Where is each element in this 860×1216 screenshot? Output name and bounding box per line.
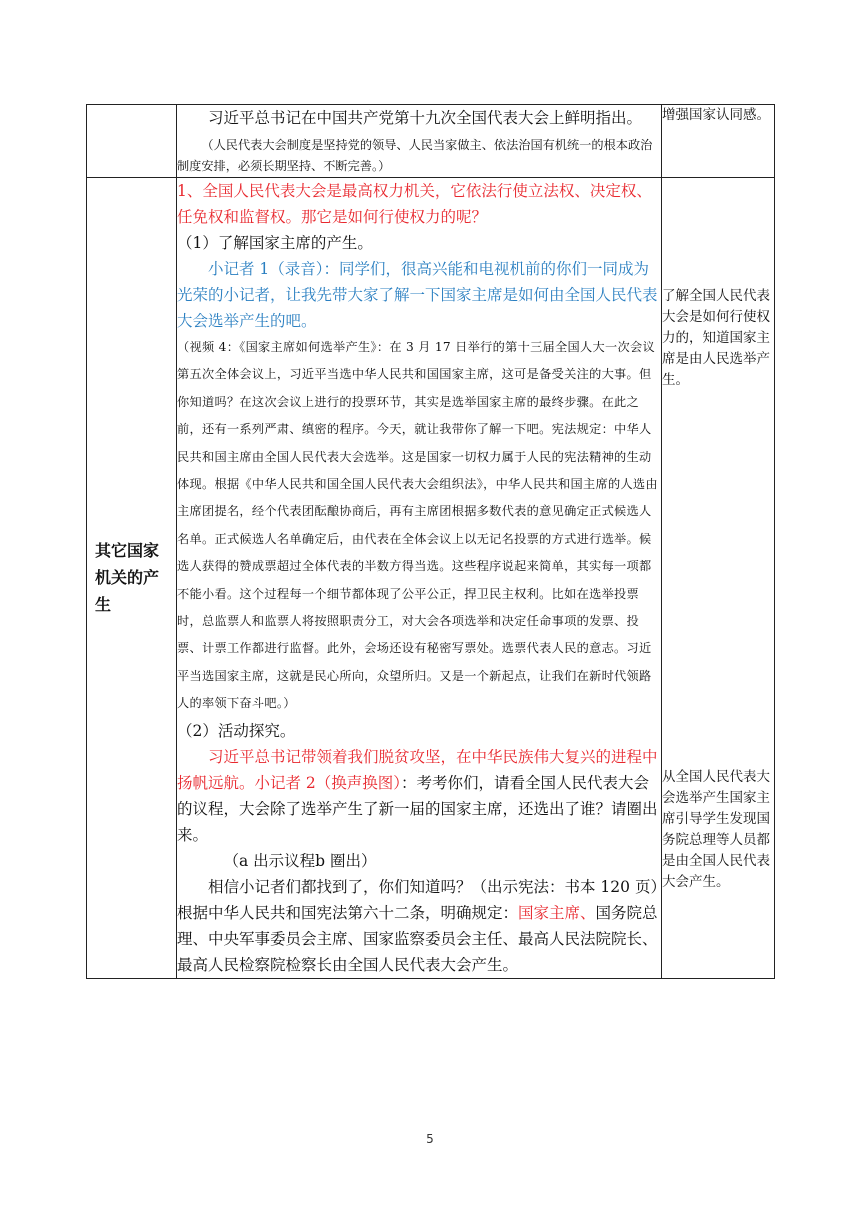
table-row — [87, 105, 775, 178]
lesson-plan-table — [86, 104, 775, 979]
conclusion-text — [177, 874, 661, 978]
row2-content-cell — [177, 178, 662, 979]
row1-note-cell — [662, 105, 775, 178]
activity-question: ：考考你们，请看全国人民代表大会的议程，大会除了选举产生了新一届的国家主席，还选出了谁？请圈出来。 — [177, 773, 658, 844]
row1-quote: （人民代表大会制度是坚持党的领导、人民当家做主、依法治国有机统一的根本政治制度安排，必须长期坚持、不断完善。） — [177, 138, 653, 173]
conclusion-highlight: 国家主席、 — [518, 903, 596, 922]
row2-label-cell — [87, 178, 177, 979]
subheading-1: （1）了解国家主席的产生。 — [177, 234, 373, 252]
show-agenda-note: （a 出示议程b 圈出） — [223, 851, 377, 870]
row2-note-cell — [662, 178, 775, 979]
reporter-1-text: 小记者 1（录音）：同学们，很高兴能和电视机前的你们一同成为光荣的小记者，让我先带大家了解一下国家主席是如何由全国人民代表大会选举产生的吧。 — [177, 260, 658, 330]
page-number: 5 — [426, 1132, 434, 1146]
row1-note: 增强国家认同感。 — [662, 107, 770, 123]
conclusion-part-a: 相信小记者们都找到了，你们知道吗？（出示宪法：书本 120 页）根据中华人民共和国宪法第六十二条，明确规定： — [177, 877, 659, 922]
subheading-2: （2）活动探究。 — [177, 721, 296, 740]
section-label: 其它国家机关的产生 — [95, 541, 160, 615]
note-1: 了解全国人民代表大会是如何行使权力的，知道国家主席是由人民选举产生。 — [662, 288, 770, 388]
activity-red-text: 习近平总书记带领着我们脱贫攻坚，在中华民族伟大复兴的进程中扬帆远航。小记者 2（换声换图） — [177, 747, 658, 792]
activity-text — [177, 744, 661, 848]
video-transcript: （视频 4：《国家主席如何选举产生》：在 3 月 17 日举行的第十三届全国人大一次会议第五次全体会议上，习近平当选中华人民共和国国家主席，这可是备受关注的大事。但你知道吗？在这次会议上进行的投票环节，其实是选举国家主席的最终步骤。在此之前，还有一系列严肃、缜密的程序。今天，就让我带你了解一下吧。宪法规定：中华人民共和国主席由全国人民代表大会选举。这是国家一切权力属于人民的宪法精神的生动体现。根据《中华人民共和国全国人民代表大会组织法》，中华人民共和国主席的人选由主席团提名，经个代表团酝酿协商后，再有主席团根据多数代表的意见确定正式候选人名单。正式候选人名单确定后，由代表在全体会议上以无记名投票的方式进行选举。候选人获得的赞成票超过全体代表的半数方得当选。这些程序说起来简单，其实每一项都不能小看。这个过程每一个细节都体现了公平公正，捍卫民主权利。比如在选举投票时，总监票人和监票人将按照职责分工，对大会各项选举和决定任命事项的发票、投票、计票工作都进行监督。此外，会场还设有秘密写票处。选票代表人民的意志。习近平当选国家主席，这就是民心所向，众望所归。又是一个新起点，让我们在新时代领路人的率领下奋斗吧。） — [177, 340, 658, 711]
question-1: 1、全国人民代表大会是最高权力机关，它依法行使立法权、决定权、任免权和监督权。那它是如何行使权力的呢？ — [177, 182, 652, 226]
table-row — [87, 178, 775, 979]
conclusion-part-b: 国务院总理、中央军事委员会主席、国家监察委员会主任、最高人民法院院长、最高人民检察院检察长由全国人民代表大会产生。 — [177, 903, 658, 974]
row1-main-text: 习近平总书记在中国共产党第十九次全国代表大会上鲜明指出。 — [208, 109, 643, 127]
row1-label-cell — [87, 105, 177, 178]
row1-content-cell — [177, 105, 662, 178]
note-2: 从全国人民代表大会选举产生国家主席引导学生发现国务院总理等人员都是由全国人民代表大会产生。 — [662, 769, 770, 890]
